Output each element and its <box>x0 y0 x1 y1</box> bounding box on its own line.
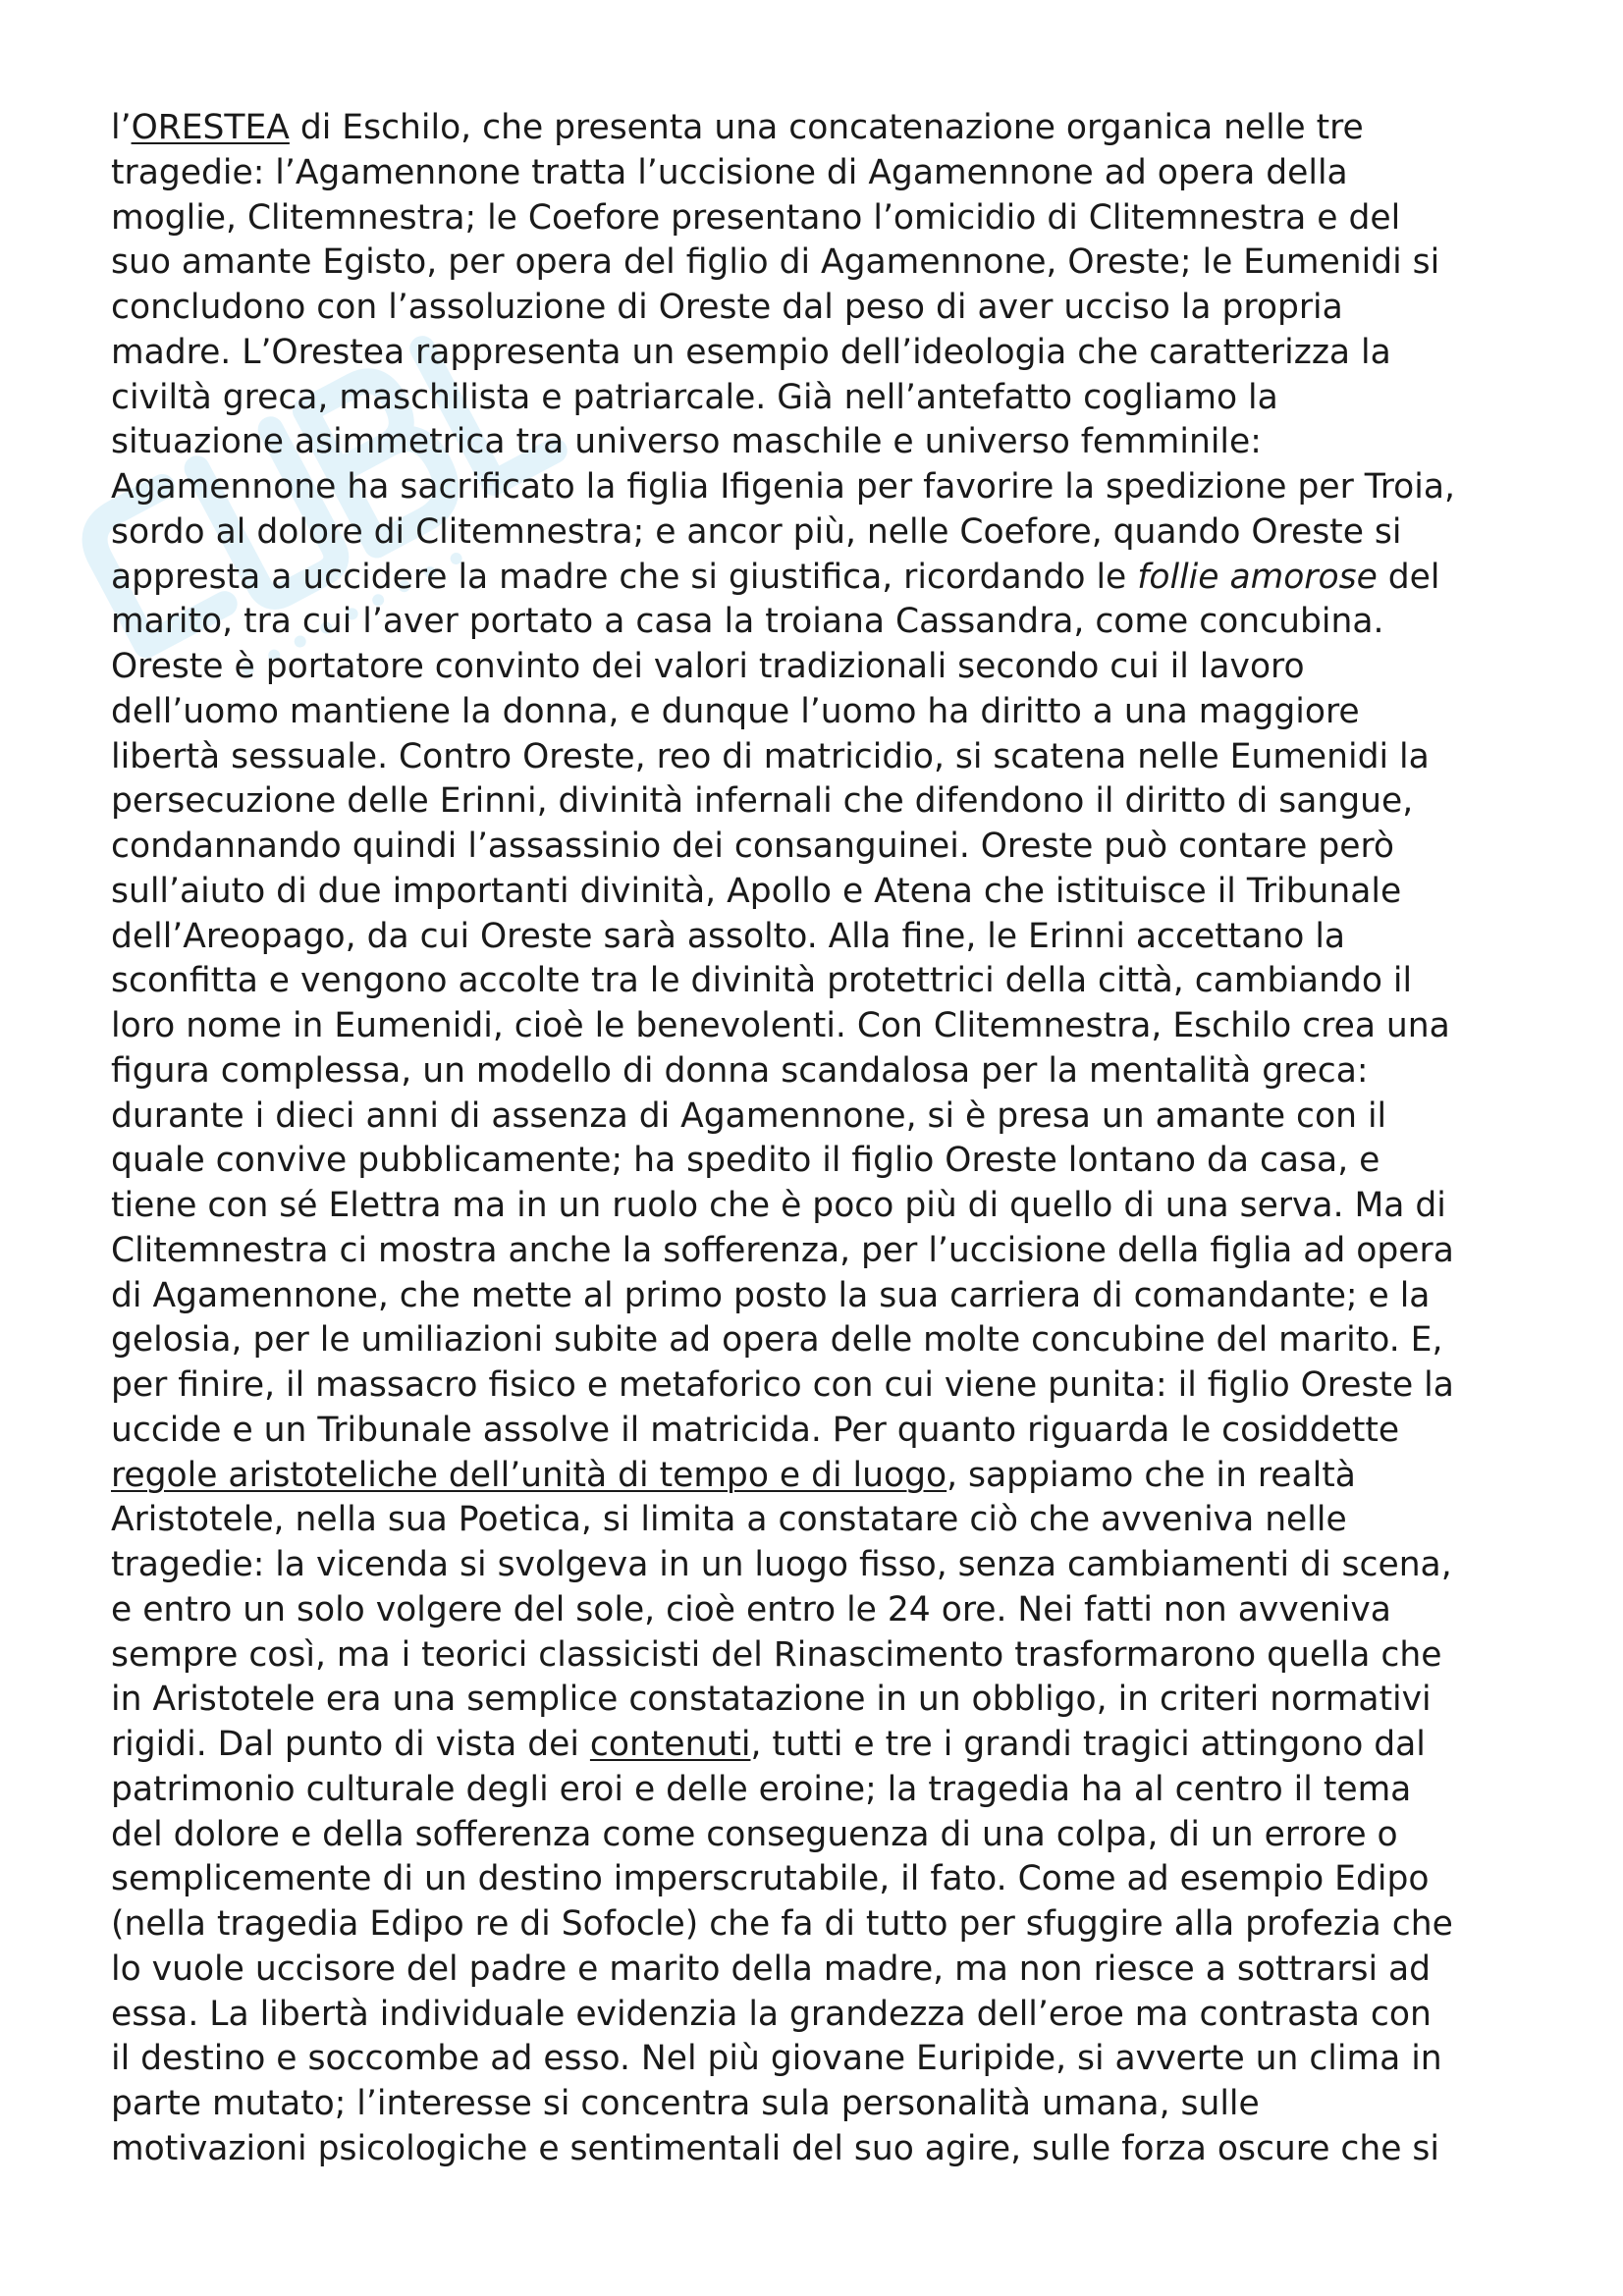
text-segment: tragedie: l’Agamennone tratta l’uccisione di Agamennone ad opera della <box>111 152 1348 192</box>
text-line <box>111 1768 1525 1813</box>
text-segment: di Agamennone, che mette al primo posto la sua carriera di comandante; e la <box>111 1275 1431 1315</box>
text-segment: Aristotele, nella sua Poetica, si limita a constatare ciò che avveniva nelle <box>111 1500 1347 1540</box>
underlined-text: ORESTEA <box>131 108 290 147</box>
text-segment: sconfitta e vengono accolte tra le divinità protettrici della città, cambiando il <box>111 961 1413 1001</box>
text-line <box>111 1004 1525 1049</box>
text-segment: gelosia, per le umiliazioni subite ad opera delle molte concubine del marito. E, <box>111 1320 1443 1361</box>
text-line <box>111 600 1525 645</box>
text-segment: il destino e soccombe ad esso. Nel più giovane Euripide, si avverte un clima in <box>111 2039 1442 2079</box>
text-segment: , tutti e tre i grandi tragici attingono dal <box>750 1725 1426 1764</box>
text-line <box>111 1633 1525 1679</box>
text-line <box>111 1588 1525 1633</box>
text-line <box>111 510 1525 556</box>
text-line <box>111 959 1525 1004</box>
text-line <box>111 915 1525 960</box>
text-segment: civiltà greca, maschilista e patriarcale. Già nell’antefatto cogliamo la <box>111 377 1278 417</box>
text-segment: loro nome in Eumenidi, cioè le benevolenti. Con Clitemnestra, Eschilo crea una <box>111 1006 1450 1045</box>
text-line <box>111 376 1525 421</box>
text-segment: Oreste è portatore convinto dei valori tradizionali secondo cui il lavoro <box>111 647 1305 686</box>
text-line <box>111 735 1525 780</box>
text-segment: in Aristotele era una semplice constatazione in un obbligo, in criteri normativi <box>111 1680 1432 1720</box>
text-line <box>111 2127 1525 2172</box>
text-line <box>111 1454 1525 1499</box>
text-segment: Agamennone ha sacrificato la figlia Ifigenia per favorire la spedizione per Troia, <box>111 467 1455 507</box>
text-line <box>111 465 1525 510</box>
text-segment: marito, tra cui l’aver portato a casa la troiana Cassandra, come concubina. <box>111 602 1384 642</box>
body-text <box>111 106 1525 2172</box>
text-segment: tiene con sé Elettra ma in un ruolo che è poco più di quello di una serva. Ma di <box>111 1186 1446 1225</box>
text-line <box>111 556 1525 601</box>
text-segment: dell’Areopago, da cui Oreste sarà assolto. Alla fine, le Erinni accettano la <box>111 916 1346 956</box>
text-line <box>111 1049 1525 1095</box>
text-segment: lo vuole uccisore del padre e marito della madre, ma non riesce a sottrarsi ad <box>111 1949 1432 1989</box>
text-line <box>111 1363 1525 1409</box>
text-line <box>111 690 1525 735</box>
text-segment: suo amante Egisto, per opera del figlio di Agamennone, Oreste; le Eumenidi si <box>111 242 1440 283</box>
text-segment: del <box>1377 557 1440 597</box>
text-line <box>111 286 1525 331</box>
text-line <box>111 240 1525 286</box>
text-line <box>111 1678 1525 1723</box>
text-segment: motivazioni psicologiche e sentimentali del suo agire, sulle forza oscure che si <box>111 2128 1439 2168</box>
text-segment: appresta a uccidere la madre che si giustifica, ricordando le <box>111 557 1138 597</box>
text-segment: libertà sessuale. Contro Oreste, reo di matricidio, si scatena nelle Eumenidi la <box>111 736 1430 776</box>
text-segment: , sappiamo che in realtà <box>947 1455 1356 1495</box>
text-line <box>111 1723 1525 1768</box>
text-line <box>111 2037 1525 2082</box>
text-line <box>111 1409 1525 1454</box>
text-segment: condannando quindi l’assassinio dei consanguinei. Oreste può contare però <box>111 827 1394 866</box>
text-segment: moglie, Clitemnestra; le Coefore presentano l’omicidio di Clitemnestra e del <box>111 197 1401 238</box>
text-segment: Clitemnestra ci mostra anche la sofferenza, per l’uccisione della figlia ad opera <box>111 1230 1454 1270</box>
text-line <box>111 196 1525 241</box>
text-line <box>111 151 1525 196</box>
text-line <box>111 1274 1525 1319</box>
text-segment: del dolore e della sofferenza come conseguenza di una colpa, di un errore o <box>111 1814 1398 1854</box>
text-segment: essa. La libertà individuale evidenzia la grandezza dell’eroe ma contrasta con <box>111 1994 1432 2034</box>
text-segment: quale convive pubblicamente; ha spedito il figlio Oreste lontano da casa, e <box>111 1141 1380 1181</box>
text-line <box>111 1139 1525 1184</box>
text-segment: parte mutato; l’interesse si concentra sula personalità umana, sulle <box>111 2084 1260 2123</box>
text-line <box>111 2082 1525 2127</box>
underlined-text: contenuti <box>589 1725 751 1764</box>
text-segment: sordo al dolore di Clitemnestra; e ancor più, nelle Coefore, quando Oreste si <box>111 511 1402 552</box>
text-segment: rigidi. Dal punto di vista dei <box>111 1725 590 1764</box>
text-segment: durante i dieci anni di assenza di Agamennone, si è presa un amante con il <box>111 1095 1387 1136</box>
text-segment: sempre così, ma i teorici classicisti del Rinascimento trasformarono quella che <box>111 1634 1442 1675</box>
text-line <box>111 1095 1525 1140</box>
text-segment: l’ <box>111 108 132 147</box>
text-segment: persecuzione delle Erinni, divinità infernali che difendono il diritto di sangue, <box>111 781 1414 822</box>
text-line <box>111 106 1525 151</box>
text-segment: madre. L’Orestea rappresenta un esempio dell’ideologia che caratterizza la <box>111 332 1391 372</box>
text-segment: dell’uomo mantiene la donna, e dunque l’uomo ha diritto a una maggiore <box>111 691 1360 731</box>
text-line <box>111 1318 1525 1363</box>
text-line <box>111 1902 1525 1948</box>
text-line <box>111 331 1525 376</box>
italic-text: follie amorose <box>1137 557 1378 597</box>
text-segment: (nella tragedia Edipo re di Sofocle) che fa di tutto per sfuggire alla profezia che <box>111 1904 1453 1944</box>
text-line <box>111 645 1525 690</box>
text-segment: per finire, il massacro fisico e metaforico con cui viene punita: il figlio Oreste la <box>111 1365 1454 1405</box>
text-line <box>111 1543 1525 1588</box>
underlined-text: regole aristoteliche dell’unità di tempo e di luogo <box>111 1455 947 1495</box>
text-line <box>111 1229 1525 1274</box>
text-segment: uccide e un Tribunale assolve il matricida. Per quanto riguarda le cosiddette <box>111 1410 1400 1450</box>
text-line <box>111 779 1525 825</box>
text-line <box>111 870 1525 915</box>
text-segment: concludono con l’assoluzione di Oreste dal peso di aver ucciso la propria <box>111 288 1343 327</box>
text-line <box>111 1498 1525 1543</box>
text-line <box>111 1993 1525 2038</box>
text-line <box>111 1948 1525 1993</box>
text-segment: semplicemente di un destino imperscrutabile, il fato. Come ad esempio Edipo <box>111 1859 1430 1899</box>
text-segment: patrimonio culturale degli eroi e delle eroine; la tragedia ha al centro il tema <box>111 1769 1412 1809</box>
text-line <box>111 420 1525 465</box>
text-line <box>111 1857 1525 1902</box>
text-segment: situazione asimmetrica tra universo maschile e universo femminile: <box>111 422 1262 462</box>
text-segment: sull’aiuto di due importanti divinità, Apollo e Atena che istituisce il Tribunale <box>111 871 1402 911</box>
text-segment: e entro un solo volgere del sole, cioè entro le 24 ore. Nei fatti non avveniva <box>111 1589 1391 1629</box>
text-segment: tragedie: la vicenda si svolgeva in un luogo fisso, senza cambiamenti di scena, <box>111 1545 1452 1584</box>
text-line <box>111 825 1525 870</box>
text-line <box>111 1813 1525 1858</box>
text-segment: di Eschilo, che presenta una concatenazione organica nelle tre <box>289 108 1364 147</box>
text-segment: figura complessa, un modello di donna scandalosa per la mentalità greca: <box>111 1050 1369 1091</box>
text-line <box>111 1184 1525 1229</box>
